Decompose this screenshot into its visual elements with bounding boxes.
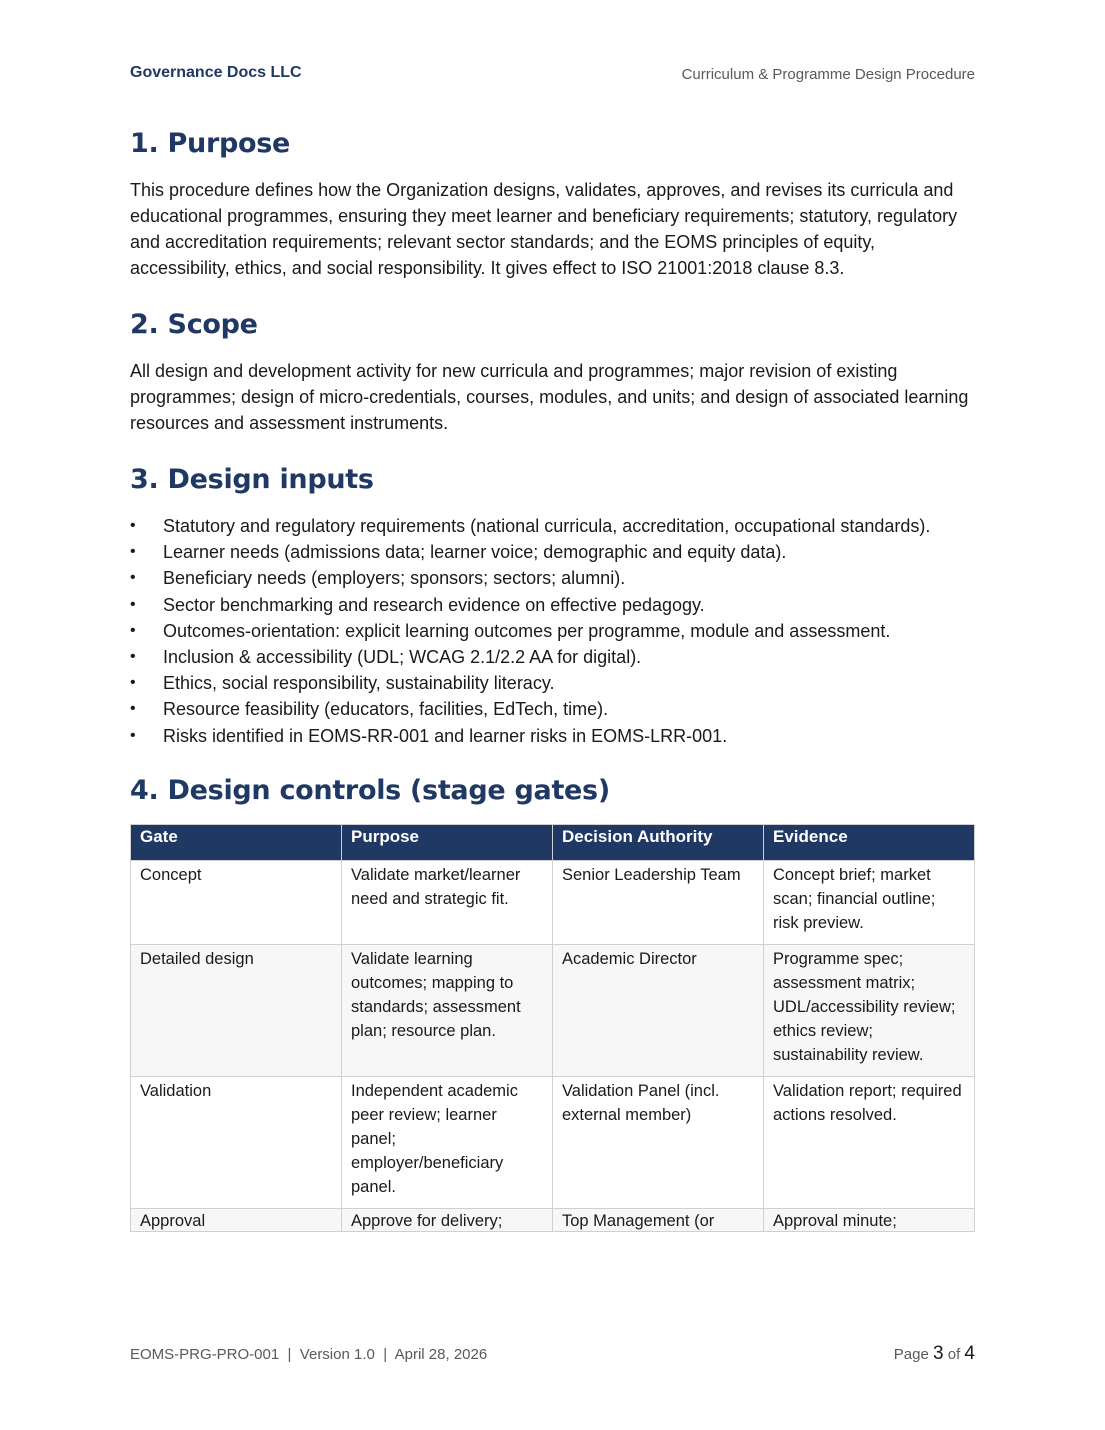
table-cell: Independent academic peer review; learner panel; employer/beneficiary panel. [342, 1076, 553, 1208]
table-row [131, 944, 975, 1076]
table-row [131, 860, 975, 944]
footer-separator: | [287, 1346, 292, 1363]
table-cell: Academic Director [553, 944, 764, 1076]
column-header-gate: Gate [131, 824, 342, 860]
section-paragraph: This procedure defines how the Organization designs, validates, approves, and revises its curricula and educational programmes, ensuring they meet learner and beneficiary requirements; statutory, regulatory and accreditation requirements; relevant sector standards; and the EOMS principles of equity, accessibility, ethics, and social responsibility. It gives effect to ISO 21001:2018 clause 8.3. [130, 180, 958, 278]
list-item-text: Risks identified in EOMS-RR-001 and learner risks in EOMS-LRR-001. [163, 725, 728, 746]
section-heading: 3. Design inputs [130, 464, 374, 495]
table-cell: Approval minute; [764, 1208, 975, 1231]
table-cell: Validation Panel (incl. external member) [553, 1076, 764, 1208]
list-item [130, 670, 975, 696]
table-cell: Top Management (or [553, 1208, 764, 1231]
list-item [130, 723, 975, 749]
bullet-icon: • [130, 569, 136, 587]
section-heading: 4. Design controls (stage gates) [130, 774, 610, 806]
footer-separator: | [383, 1346, 388, 1363]
list-item-text: Outcomes-orientation: explicit learning outcomes per programme, module and assessment. [163, 620, 891, 641]
list-item [130, 539, 975, 565]
table-row [131, 1208, 975, 1231]
list-item-text: Sector benchmarking and research evidence on effective pedagogy. [163, 594, 705, 615]
bullet-icon: • [130, 595, 136, 613]
footer-document-info [130, 1346, 487, 1363]
bullet-icon: • [130, 517, 136, 534]
footer-doc-id: EOMS-PRG-PRO-001 [130, 1346, 280, 1363]
table-cell: Programme spec; assessment matrix; UDL/accessibility review; ethics review; sustainability review. [764, 944, 975, 1076]
bullet-icon: • [130, 700, 136, 718]
table-cell: Approval [131, 1208, 342, 1231]
table-cell: Validation report; required actions resolved. [764, 1076, 975, 1208]
design-inputs-list [130, 513, 975, 749]
list-item [130, 618, 975, 644]
bullet-icon: • [130, 726, 136, 744]
bullet-icon: • [130, 674, 136, 692]
document-body [130, 128, 975, 1232]
table-row [131, 1076, 975, 1208]
table-cell: Validate market/learner need and strategic fit. [342, 860, 553, 944]
list-item-text: Statutory and regulatory requirements (national curricula, accreditation, occupational standards). [163, 516, 931, 536]
footer-date: April 28, 2026 [394, 1346, 488, 1363]
table-cell: Detailed design [131, 944, 342, 1076]
footer-page-current: 3 [932, 1343, 944, 1364]
header-org-name: Governance Docs LLC [130, 64, 302, 81]
section-design-inputs [130, 464, 975, 749]
list-item-text: Learner needs (admissions data; learner voice; demographic and equity data). [163, 542, 787, 563]
table-cell: Concept [131, 860, 342, 944]
footer-page-word: Page [893, 1346, 929, 1363]
section-heading: 1. Purpose [130, 128, 291, 159]
list-item [130, 513, 975, 539]
list-item [130, 696, 975, 722]
footer-page-total: 4 [964, 1343, 975, 1364]
list-item-text: Inclusion & accessibility (UDL; WCAG 2.1/2.2 AA for digital). [163, 647, 642, 668]
header-document-title: Curriculum & Programme Design Procedure [681, 66, 975, 83]
footer-version: Version 1.0 [299, 1346, 375, 1363]
column-header-purpose: Purpose [342, 824, 553, 860]
section-purpose [130, 128, 975, 281]
column-header-evidence: Evidence [764, 824, 975, 860]
table-cell: Validation [131, 1076, 342, 1208]
section-paragraph: All design and development activity for new curricula and programmes; major revision of existing programmes; design of micro-credentials, courses, modules, and units; and design of associated learning resources and assessment instruments. [130, 361, 969, 433]
list-item [130, 565, 975, 591]
section-scope [130, 309, 975, 436]
footer-page-number [894, 1343, 975, 1365]
list-item-text: Beneficiary needs (employers; sponsors; sectors; alumni). [163, 568, 626, 589]
bullet-icon: • [130, 648, 136, 666]
section-heading: 2. Scope [130, 309, 258, 340]
list-item [130, 644, 975, 670]
table-cell: Senior Leadership Team [553, 860, 764, 944]
list-item-text: Ethics, social responsibility, sustainability literacy. [163, 673, 555, 694]
footer-of-word: of [947, 1346, 961, 1363]
bullet-icon: • [130, 543, 136, 561]
list-item-text: Resource feasibility (educators, facilities, EdTech, time). [163, 699, 609, 720]
table-header-row [131, 824, 975, 860]
table-cell: Concept brief; market scan; financial outline; risk preview. [764, 860, 975, 944]
stage-gates-table [130, 824, 975, 1232]
section-design-controls [130, 775, 975, 1232]
bullet-icon: • [130, 621, 136, 639]
table-cell: Approve for delivery; [342, 1208, 553, 1231]
table-cell: Validate learning outcomes; mapping to standards; assessment plan; resource plan. [342, 944, 553, 1076]
list-item [130, 592, 975, 618]
column-header-decision-authority: Decision Authority [553, 824, 764, 860]
